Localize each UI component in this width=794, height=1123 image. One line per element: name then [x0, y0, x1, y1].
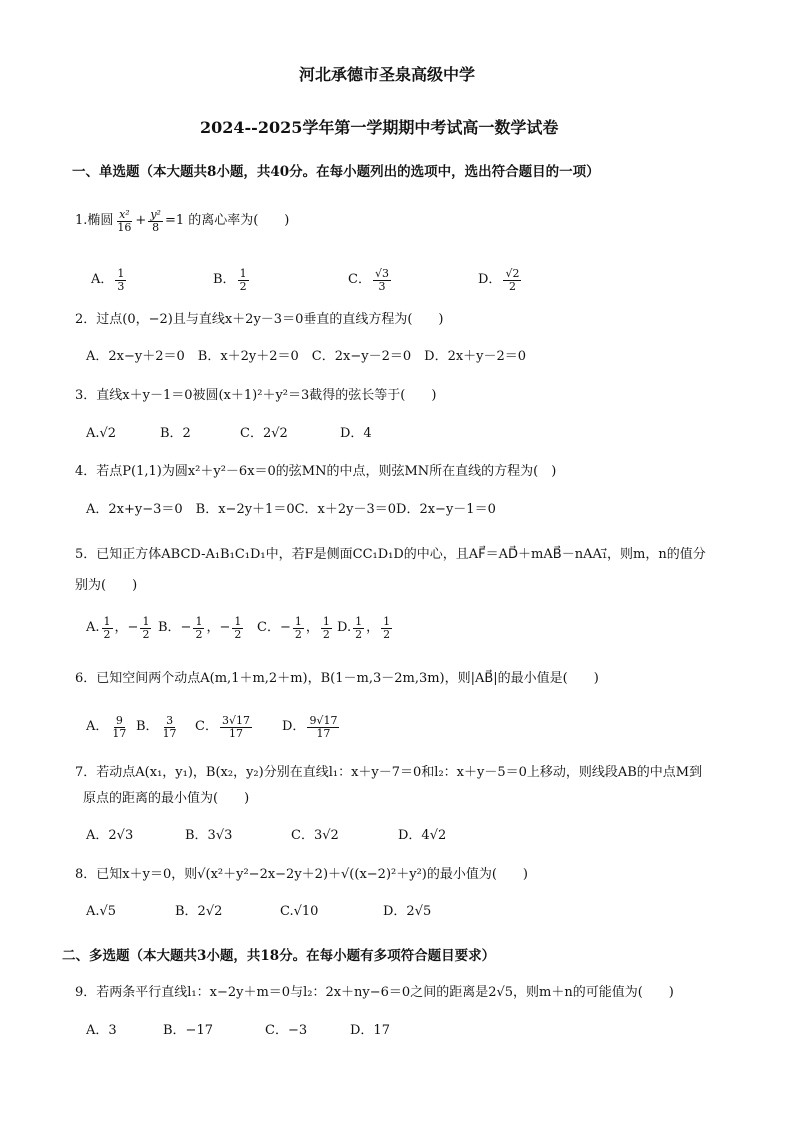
- question-9-stem: 9．若两条平行直线l₁：x−2y＋m＝0与l₂：2x＋ny−6＝0之间的距离是2√5，则m＋n的可能值为( ): [75, 985, 674, 1000]
- q1-frac-1: $\frac{\text{x²}}{16}$: [117, 207, 132, 234]
- q1-option-d[interactable]: D． $\frac{√2}{2}$: [478, 266, 520, 293]
- q1-option-c[interactable]: C． $\frac{√3}{3}$: [348, 266, 389, 293]
- q6-option-a[interactable]: A． $\frac{9}{17}$: [86, 713, 127, 740]
- question-1-stem: 1.椭圆 $\frac{\text{x²}}{16}$ + $\frac{\text{y²}}{8}$ =1 的离心率为( ): [75, 207, 290, 234]
- q8-option-d[interactable]: D．2√5: [383, 904, 432, 919]
- section-single-choice: 一、单选题（本大题共8小题，共40分。在每小题列出的选项中，选出符合题目的一项）: [72, 164, 600, 180]
- question-3-stem: 3．直线x＋y－1＝0被圆(x＋1)²＋y²＝3截得的弦长等于( ): [75, 388, 437, 403]
- q2-options[interactable]: A．2x−y＋2＝0 B．x＋2y＋2＝0 C．2x−y－2＝0 D．2x＋y－2＝0: [86, 349, 527, 364]
- q9-option-d[interactable]: D．17: [350, 1023, 390, 1038]
- q7-option-c[interactable]: C．3√2: [291, 828, 339, 843]
- q5-option-d[interactable]: D. $\frac{1}{2}$ ， $\frac{1}{2}$: [337, 614, 391, 641]
- q3-option-d[interactable]: D．4: [340, 426, 372, 441]
- q7-option-a[interactable]: A．2√3: [86, 828, 134, 843]
- q5-option-a[interactable]: A. $\frac{1}{2}$ ，− $\frac{1}{2}$: [86, 614, 150, 641]
- exam-title: 2024--2025学年第一学期期中考试高一数学试卷: [200, 118, 559, 137]
- school-name: 河北承德市圣泉高级中学: [299, 65, 476, 84]
- q9-option-a[interactable]: A．3: [86, 1023, 117, 1038]
- question-8-stem: 8．已知x＋y＝0，则√(x²＋y²−2x−2y＋2)＋√((x−2)²＋y²)的最小值为( ): [75, 867, 528, 882]
- question-4-stem: 4．若点P(1,1)为圆x²＋y²－6x＝0的弦MN的中点，则弦MN所在直线的方程为( ): [75, 464, 557, 479]
- q5-option-c[interactable]: C．− $\frac{1}{2}$ ， $\frac{1}{2}$: [257, 614, 330, 641]
- question-5-stem-line2: 别为( ): [75, 578, 138, 593]
- q7-option-d[interactable]: D．4√2: [398, 828, 447, 843]
- q1-frac-2: $\frac{\text{y²}}{8}$: [150, 207, 161, 234]
- section-multi-choice: 二、多选题（本大题共3小题，共18分。在每小题有多项符合题目要求）: [62, 948, 496, 964]
- q6-option-c[interactable]: C． $\frac{3√17}{17}$: [195, 713, 250, 740]
- q8-option-a[interactable]: A.√5: [86, 904, 117, 919]
- q1-option-a[interactable]: A． $\frac{1}{3}$: [91, 266, 125, 293]
- q6-option-b[interactable]: B． $\frac{3}{17}$: [136, 713, 177, 740]
- question-7-stem-line2: 原点的距离的最小值为( ): [83, 791, 250, 806]
- question-2-stem: 2．过点(0，−2)且与直线x＋2y－3＝0垂直的直线方程为( ): [75, 312, 444, 327]
- q1-pre: 1.椭圆: [75, 213, 114, 228]
- q3-option-a[interactable]: A.√2: [86, 426, 117, 441]
- q8-option-b[interactable]: B．2√2: [175, 904, 223, 919]
- q7-option-b[interactable]: B．3√3: [185, 828, 233, 843]
- q3-option-b[interactable]: B．2: [160, 426, 191, 441]
- q1-post: =1 的离心率为( ): [164, 213, 290, 228]
- q1-option-b[interactable]: B． $\frac{1}{2}$: [213, 266, 247, 293]
- q6-option-d[interactable]: D． $\frac{9√17}{17}$: [282, 713, 338, 740]
- q3-option-c[interactable]: C．2√2: [240, 426, 288, 441]
- question-7-stem-line1: 7．若动点A(x₁，y₁)，B(x₂，y₂)分别在直线l₁：x＋y－7＝0和l₂：x＋y－5＝0上移动，则线段AB的中点M到: [75, 765, 703, 780]
- question-6-stem: 6．已知空间两个动点A(m,1＋m,2＋m)，B(1－m,3－2m,3m)，则|AB⃗|的最小值是( ): [75, 671, 599, 686]
- question-5-stem-line1: 5．已知正方体ABCD-A₁B₁C₁D₁中，若F是侧面CC₁D₁D的中心，且AF⃗＝AD⃗＋mAB⃗－nAA₁⃗，则m，n的值分: [75, 547, 706, 562]
- q4-options[interactable]: A．2x+y−3＝0 B．x−2y＋1＝0C．x＋2y－3＝0D．2x−y－1＝0: [86, 502, 496, 517]
- q8-option-c[interactable]: C.√10: [280, 904, 319, 919]
- q9-option-c[interactable]: C．−3: [265, 1023, 308, 1038]
- q5-option-b[interactable]: B．− $\frac{1}{2}$ ，− $\frac{1}{2}$: [158, 614, 242, 641]
- q9-option-b[interactable]: B．−17: [163, 1023, 213, 1038]
